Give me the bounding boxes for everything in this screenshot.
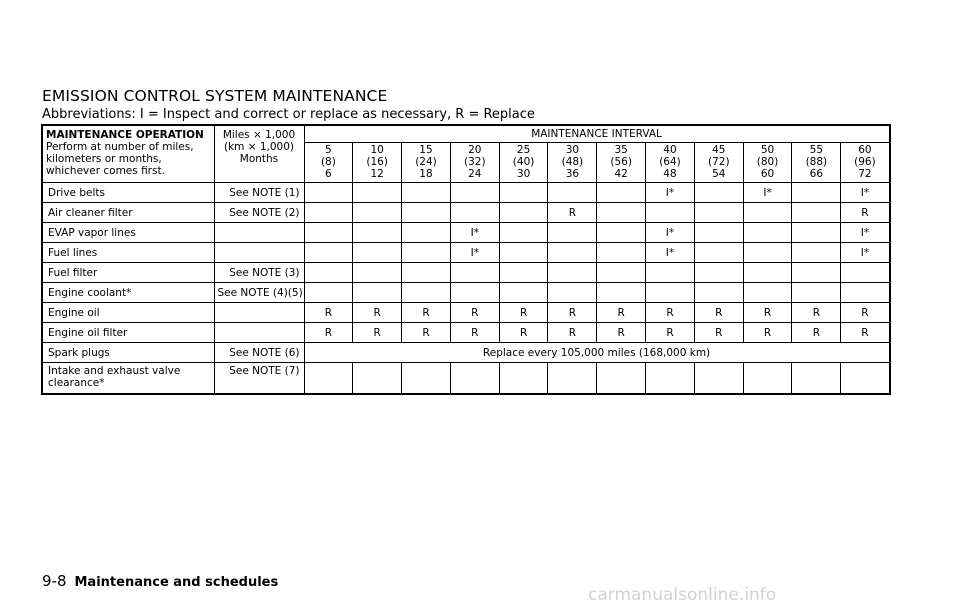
interval-km: (16): [366, 156, 388, 168]
interval-cell: I*: [646, 223, 695, 243]
operation-name: Fuel lines: [42, 243, 214, 263]
operation-header-description: Perform at number of miles, kilometers or months, whichever comes first.: [46, 141, 194, 177]
interval-km: (96): [854, 156, 876, 168]
interval-header-cell: [450, 143, 499, 183]
interval-cell: [548, 283, 597, 303]
interval-cell: R: [597, 323, 646, 343]
table-row: [42, 323, 890, 343]
table-row: [42, 303, 890, 323]
interval-cell: [646, 263, 695, 283]
interval-cell: R: [304, 303, 353, 323]
interval-miles: 5: [325, 144, 332, 156]
interval-cell: [597, 363, 646, 395]
interval-header-cell: [646, 143, 695, 183]
interval-km: (80): [756, 156, 779, 168]
maintenance-table: [41, 124, 891, 395]
interval-cell: [597, 203, 646, 223]
interval-cell: [402, 203, 451, 223]
interval-header-cell: [499, 143, 548, 183]
table-row: [42, 263, 890, 283]
interval-cell: [597, 223, 646, 243]
interval-cell: [304, 363, 353, 395]
interval-km: (40): [512, 156, 535, 168]
operation-name: Intake and exhaust valve clearance*: [42, 363, 214, 395]
interval-months: 48: [663, 168, 677, 180]
operation-note: [214, 243, 304, 263]
interval-cell: [597, 283, 646, 303]
operation-note: [214, 323, 304, 343]
interval-cell: [694, 243, 743, 263]
interval-miles: 40: [663, 144, 677, 156]
operation-name: Air cleaner filter: [42, 203, 214, 223]
interval-header-cell: [743, 143, 792, 183]
interval-cell: [402, 283, 451, 303]
interval-cell: [548, 263, 597, 283]
units-header-cell: [214, 125, 304, 183]
interval-cell: R: [353, 323, 402, 343]
interval-cell: [694, 203, 743, 223]
interval-cell: R: [694, 323, 743, 343]
interval-km: (88): [805, 156, 828, 168]
interval-miles: 25: [516, 144, 531, 156]
operation-name: Engine oil filter: [42, 323, 214, 343]
interval-miles: 30: [565, 144, 580, 156]
operation-name: Drive belts: [42, 183, 214, 203]
interval-cell: [792, 203, 841, 223]
interval-months: 24: [468, 168, 482, 180]
interval-cell: [694, 183, 743, 203]
miles-unit-label: Miles × 1,000: [222, 129, 296, 141]
interval-cell: R: [792, 323, 841, 343]
interval-cell: [499, 203, 548, 223]
interval-cell: R: [548, 323, 597, 343]
interval-cell: R: [646, 303, 695, 323]
interval-cell: I*: [646, 243, 695, 263]
page-number: 9-8: [42, 572, 67, 590]
interval-cell: [304, 263, 353, 283]
interval-cell: [304, 183, 353, 203]
interval-cell: I*: [841, 223, 890, 243]
interval-cell: [694, 263, 743, 283]
table-row: [42, 343, 890, 363]
table-row: [42, 203, 890, 223]
interval-months: 42: [614, 168, 628, 180]
interval-cell: [792, 263, 841, 283]
interval-months: 60: [760, 168, 775, 180]
interval-km: (32): [464, 156, 486, 168]
interval-cell: [743, 263, 792, 283]
interval-cell: [450, 283, 499, 303]
table-body: [42, 183, 890, 395]
interval-cell: [792, 283, 841, 303]
interval-cell: [646, 283, 695, 303]
table-row: [42, 363, 890, 395]
interval-cell: [548, 183, 597, 203]
interval-cell: R: [304, 323, 353, 343]
km-unit-label: (km × 1,000): [223, 141, 295, 153]
interval-cell: [743, 203, 792, 223]
interval-km: (24): [415, 156, 437, 168]
interval-cell: R: [450, 303, 499, 323]
interval-cell: [792, 223, 841, 243]
table-row: [42, 183, 890, 203]
interval-cell: [841, 263, 890, 283]
operation-note: See NOTE (2): [214, 203, 304, 223]
interval-cell: R: [548, 303, 597, 323]
watermark: carmanualsonline.info: [588, 585, 777, 605]
interval-cell: [792, 243, 841, 263]
operation-note: See NOTE (4)(5): [214, 283, 304, 303]
table-row: [42, 223, 890, 243]
interval-months: 54: [712, 168, 726, 180]
operation-note: See NOTE (1): [214, 183, 304, 203]
interval-cell: [353, 243, 402, 263]
interval-cell: R: [841, 323, 890, 343]
interval-cell: [353, 183, 402, 203]
interval-span-note: Replace every 105,000 miles (168,000 km): [304, 343, 890, 363]
interval-cell: R: [499, 303, 548, 323]
interval-miles: 15: [419, 144, 433, 156]
table-row: [42, 283, 890, 303]
interval-cell: [353, 363, 402, 395]
table-header: [42, 125, 890, 183]
interval-miles: 20: [468, 144, 482, 156]
operation-name: Fuel filter: [42, 263, 214, 283]
section-title: Maintenance and schedules: [74, 575, 279, 590]
interval-header-cell: [402, 143, 451, 183]
interval-cell: [792, 183, 841, 203]
operation-note: See NOTE (6): [214, 343, 304, 363]
interval-months: 12: [370, 168, 384, 180]
interval-cell: [743, 283, 792, 303]
operation-note: See NOTE (7): [214, 363, 304, 395]
interval-cell: R: [450, 323, 499, 343]
interval-cell: [450, 263, 499, 283]
interval-cell: [841, 283, 890, 303]
interval-cell: [304, 223, 353, 243]
interval-cell: [450, 203, 499, 223]
interval-cell: [304, 243, 353, 263]
interval-miles: 45: [712, 144, 726, 156]
interval-cell: [450, 183, 499, 203]
interval-cell: [646, 203, 695, 223]
interval-cell: R: [792, 303, 841, 323]
interval-km: (64): [659, 156, 681, 168]
interval-cell: [353, 223, 402, 243]
interval-cell: [402, 183, 451, 203]
interval-cell: [694, 283, 743, 303]
interval-cell: I*: [841, 243, 890, 263]
operation-note: [214, 303, 304, 323]
interval-header-cell: [841, 143, 890, 183]
interval-cell: R: [743, 323, 792, 343]
interval-km: (8): [320, 156, 336, 168]
interval-cell: R: [402, 303, 451, 323]
table-row: [42, 243, 890, 263]
interval-header-cell: [792, 143, 841, 183]
interval-km: (56): [610, 156, 632, 168]
interval-header-cell: [694, 143, 743, 183]
interval-cell: [597, 243, 646, 263]
page-title: EMISSION CONTROL SYSTEM MAINTENANCE: [42, 87, 388, 105]
operation-header-label: MAINTENANCE OPERATION: [46, 129, 204, 141]
interval-cell: [743, 223, 792, 243]
months-unit-label: Months: [239, 153, 279, 165]
interval-cell: R: [841, 203, 890, 223]
interval-cell: I*: [841, 183, 890, 203]
interval-cell: R: [353, 303, 402, 323]
interval-cell: [402, 243, 451, 263]
operation-name: Engine oil: [42, 303, 214, 323]
operation-name: EVAP vapor lines: [42, 223, 214, 243]
interval-cell: [548, 223, 597, 243]
interval-cell: R: [499, 323, 548, 343]
interval-cell: [841, 363, 890, 395]
interval-cell: R: [646, 323, 695, 343]
interval-km: (48): [561, 156, 584, 168]
interval-cell: [353, 263, 402, 283]
interval-header-cell: [353, 143, 402, 183]
interval-cell: [304, 283, 353, 303]
interval-months: 18: [419, 168, 433, 180]
interval-cell: I*: [450, 243, 499, 263]
interval-cell: [694, 363, 743, 395]
interval-header: MAINTENANCE INTERVAL: [304, 125, 890, 143]
interval-cell: [597, 183, 646, 203]
interval-cell: I*: [646, 183, 695, 203]
interval-cell: I*: [450, 223, 499, 243]
interval-header-cell: [548, 143, 597, 183]
interval-cell: [402, 223, 451, 243]
interval-cell: R: [694, 303, 743, 323]
interval-months: 30: [516, 168, 531, 180]
interval-cell: [304, 203, 353, 223]
interval-cell: [743, 243, 792, 263]
interval-cell: [597, 263, 646, 283]
page-footer: [42, 572, 278, 590]
interval-cell: [402, 363, 451, 395]
operation-header-cell: [42, 125, 214, 183]
interval-miles: 60: [858, 144, 872, 156]
interval-months: 36: [565, 168, 580, 180]
interval-cell: [402, 263, 451, 283]
interval-months: 66: [809, 168, 824, 180]
interval-miles: 10: [370, 144, 384, 156]
operation-note: [214, 223, 304, 243]
interval-cell: R: [402, 323, 451, 343]
interval-cell: [499, 363, 548, 395]
interval-cell: R: [548, 203, 597, 223]
interval-cell: R: [743, 303, 792, 323]
operation-note: See NOTE (3): [214, 263, 304, 283]
interval-cell: R: [841, 303, 890, 323]
interval-miles: 55: [809, 144, 824, 156]
interval-cell: [499, 243, 548, 263]
interval-cell: [743, 363, 792, 395]
interval-header-cell: [304, 143, 353, 183]
interval-cell: [499, 183, 548, 203]
interval-cell: [499, 283, 548, 303]
interval-months: 6: [325, 168, 332, 180]
interval-cell: [353, 283, 402, 303]
interval-cell: [450, 363, 499, 395]
operation-name: Engine coolant*: [42, 283, 214, 303]
interval-cell: [694, 223, 743, 243]
interval-miles: 35: [614, 144, 628, 156]
interval-cell: [499, 263, 548, 283]
interval-cell: [792, 363, 841, 395]
interval-km: (72): [707, 156, 730, 168]
interval-header-cell: [597, 143, 646, 183]
interval-cell: [646, 363, 695, 395]
interval-cell: [353, 203, 402, 223]
operation-name: Spark plugs: [42, 343, 214, 363]
abbreviations-text: Abbreviations: I = Inspect and correct or replace as necessary, R = Replace: [42, 107, 535, 122]
interval-months: 72: [858, 168, 872, 180]
interval-cell: [548, 363, 597, 395]
interval-miles: 50: [760, 144, 775, 156]
interval-cell: I*: [743, 183, 792, 203]
interval-cell: R: [597, 303, 646, 323]
interval-cell: [499, 223, 548, 243]
interval-cell: [548, 243, 597, 263]
